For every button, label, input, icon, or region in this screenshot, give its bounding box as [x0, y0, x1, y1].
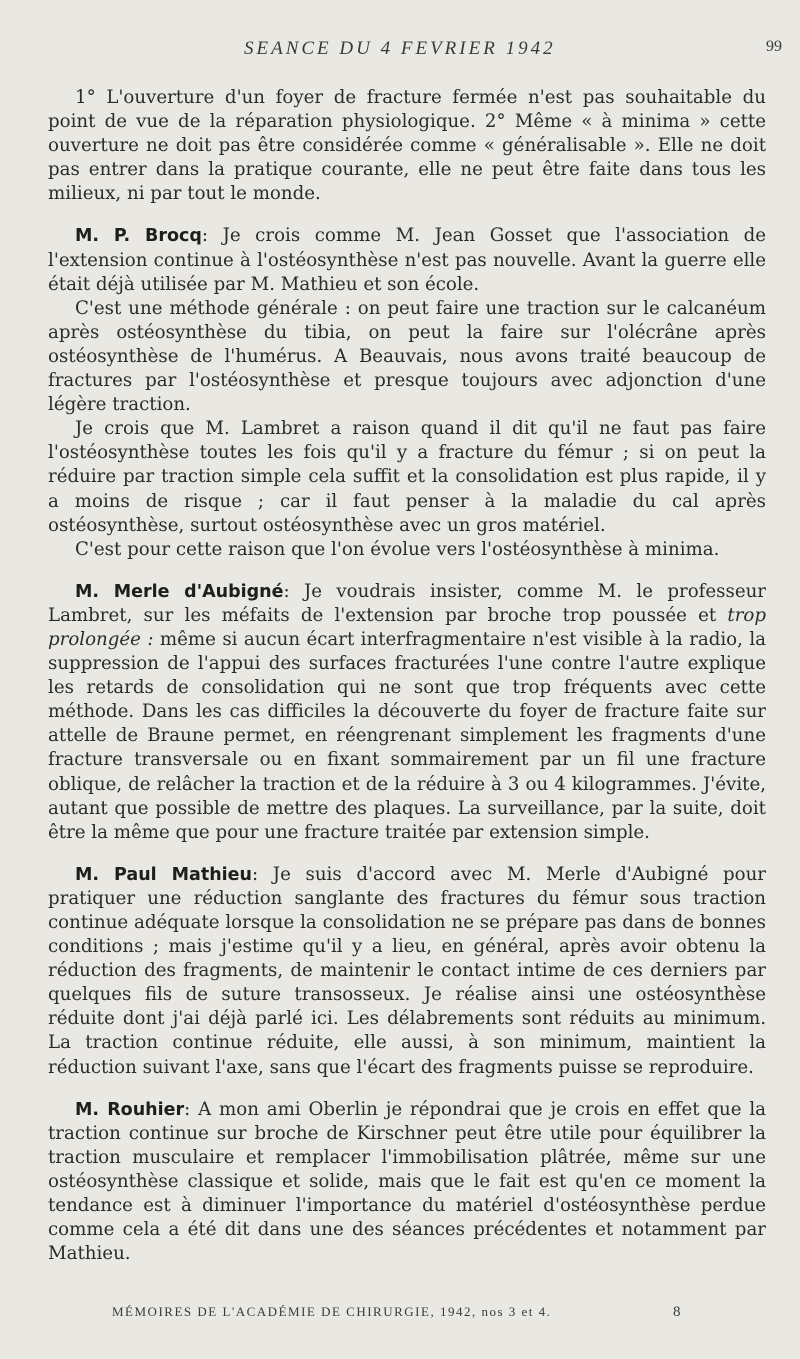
- paragraph-text: Je crois comme M. Jean Gosset que l'association de l'extension continue à l'ostéosynthèse n'est pas nouvelle. Avant la guerre elle était déjà utilisée par M. Mathieu et son école.: [48, 225, 766, 295]
- signature-mark: 8: [673, 1304, 682, 1320]
- running-title: SEANCE DU 4 FEVRIER 1942: [244, 38, 556, 59]
- speaker-name: M. P. Brocq: [75, 226, 202, 247]
- paragraph: M. Merle d'Aubigné: Je voudrais insister, comme M. le professeur Lambret, sur les méfaits de l'extension par broche trop poussée et trop prolongée : même si aucun écart interfragmentaire n'est visible à la radio, la suppression de l'appui des surfaces fracturées l'une contre l'autre explique les retards de consolidation qui ne sont que trop fréquents avec cette méthode. Dans les cas difficiles la découverte du foyer de fracture faite sur attelle de Braune permet, en réengrenant simplement les fragments d'une fracture transversale ou en fixant sommairement par un fil une fracture oblique, de relâcher la traction et de la réduire à 3 ou 4 kilogrammes. J'évite, autant que possible de mettre des plaques. La surveillance, par la suite, doit être la même que pour une fracture traitée par extension simple.: [48, 580, 766, 843]
- paragraph: M. Rouhier: A mon ami Oberlin je répondrai que je crois en effet que la traction continue sur broche de Kirschner peut être utile pour équilibrer la traction musculaire et remplacer l'immobilisation plâtrée, même sur une ostéosynthèse classique et solide, mais que le fait est qu'en ce moment la tendance est à diminuer l'importance du matériel d'ostéosynthèse perdue comme cela a été dit dans une des séances précédentes et notamment par Mathieu.: [48, 1098, 766, 1265]
- document-body: [48, 86, 766, 1266]
- paragraph-text: A mon ami Oberlin je répondrai que je crois en effet que la traction continue sur broche de Kirschner peut être utile pour équilibrer la traction musculaire et remplacer l'immobilisation plâtrée, même sur une ostéosynthèse classique et solide, mais que le fait est qu'en ce moment la tendance est à diminuer l'importance du matériel d'ostéosynthèse perdue comme cela a été dit dans une des séances précédentes et notamment par Mathieu.: [48, 1098, 766, 1265]
- paragraph-text: 1° L'ouverture d'un foyer de fracture fermée n'est pas souhaitable du point de vue de la réparation physiologique. 2° Même « à minima » cette ouverture ne doit pas être considérée comme « généralisable ». Elle ne doit pas entrer dans la pratique courante, elle ne peut être faite dans tous les milieux, ni par tout le monde.: [48, 87, 766, 205]
- paragraph-text: même si aucun écart interfragmentaire n'est visible à la radio, la suppression de l'appui des surfaces fracturées l'une contre l'autre explique les retards de consolidation qui ne sont que trop fréquents avec cette méthode. Dans les cas difficiles la découverte du foyer de fracture faite sur attelle de Braune permet, en réengrenant simplement les fragments d'une fracture transversale ou en fixant sommairement par un fil une fracture oblique, de relâcher la traction et de la réduire à 3 ou 4 kilogrammes. J'évite, autant que possible de mettre des plaques. La surveillance, par la suite, doit être la même que pour une fracture traitée par extension simple.: [48, 628, 766, 843]
- italic-emphasis: trop prolongée :: [48, 604, 766, 650]
- paragraph: [48, 297, 766, 417]
- running-header: [48, 38, 782, 68]
- paragraph: [48, 538, 766, 562]
- page-footer: [112, 1304, 682, 1320]
- paragraph-text: C'est une méthode générale : on peut faire une traction sur le calcanéum après ostéosynthèse du tibia, on peut la faire sur l'olécrâne après ostéosynthèse de l'humérus. A Beauvais, nous avons traité beaucoup de fractures par l'ostéosynthèse et presque toujours avec adjonction d'une légère traction.: [48, 297, 766, 416]
- paragraph: [48, 417, 766, 537]
- footer-journal: MÉMOIRES DE L'ACADÉMIE DE CHIRURGIE, 1942, nos 3 et 4.: [112, 1304, 552, 1319]
- speaker-name: M. Rouhier: [75, 1099, 185, 1120]
- paragraph-text: C'est pour cette raison que l'on évolue vers l'ostéosynthèse à minima.: [75, 538, 720, 560]
- speaker-name: M. Merle d'Aubigné: [75, 581, 284, 602]
- paragraph-text: Je voudrais insister, comme M. le professeur Lambret, sur les méfaits de l'extension par broche trop poussée et: [48, 580, 766, 626]
- page-number: 99: [766, 38, 782, 55]
- paragraph: [48, 86, 766, 206]
- paragraph-text: Je suis d'accord avec M. Merle d'Aubigné pour pratiquer une réduction sanglante des fractures du fémur sous traction continue adéquate lorsque la consolidation ne se prépare pas dans de bonnes conditions ; mais j'estime qu'il y a lieu, en général, après avoir obtenu la réduction des fragments, de maintenir le contact intime de ces derniers par quelques fils de suture transosseux. Je réalise ainsi une ostéosynthèse réduite dont j'ai déjà parlé ici. Les délabrements sont réduits au minimum. La traction continue réduite, elle aussi, à son minimum, maintient la réduction suivant l'axe, sans que l'écart des fragments puisse se reproduire.: [48, 863, 766, 1078]
- paragraph: M. P. Brocq: Je crois comme M. Jean Gosset que l'association de l'extension continue à l'ostéosynthèse n'est pas nouvelle. Avant la guerre elle était déjà utilisée par M. Mathieu et son école.: [48, 225, 766, 295]
- speaker-name: M. Paul Mathieu: [75, 864, 252, 885]
- paragraph: M. Paul Mathieu: Je suis d'accord avec M. Merle d'Aubigné pour pratiquer une réduction sanglante des fractures du fémur sous traction continue adéquate lorsque la consolidation ne se prépare pas dans de bonnes conditions ; mais j'estime qu'il y a lieu, en général, après avoir obtenu la réduction des fragments, de maintenir le contact intime de ces derniers par quelques fils de suture transosseux. Je réalise ainsi une ostéosynthèse réduite dont j'ai déjà parlé ici. Les délabrements sont réduits au minimum. La traction continue réduite, elle aussi, à son minimum, maintient la réduction suivant l'axe, sans que l'écart des fragments puisse se reproduire.: [48, 863, 766, 1078]
- paragraph-text: Je crois que M. Lambret a raison quand il dit qu'il ne faut pas faire l'ostéosynthèse toutes les fois qu'il y a fracture du fémur ; si on peut la réduire par traction simple cela suffit et la consolidation est plus rapide, il y a moins de risque ; car il faut penser à la maladie du cal après ostéosynthèse, surtout ostéosynthèse avec un gros matériel.: [48, 418, 766, 536]
